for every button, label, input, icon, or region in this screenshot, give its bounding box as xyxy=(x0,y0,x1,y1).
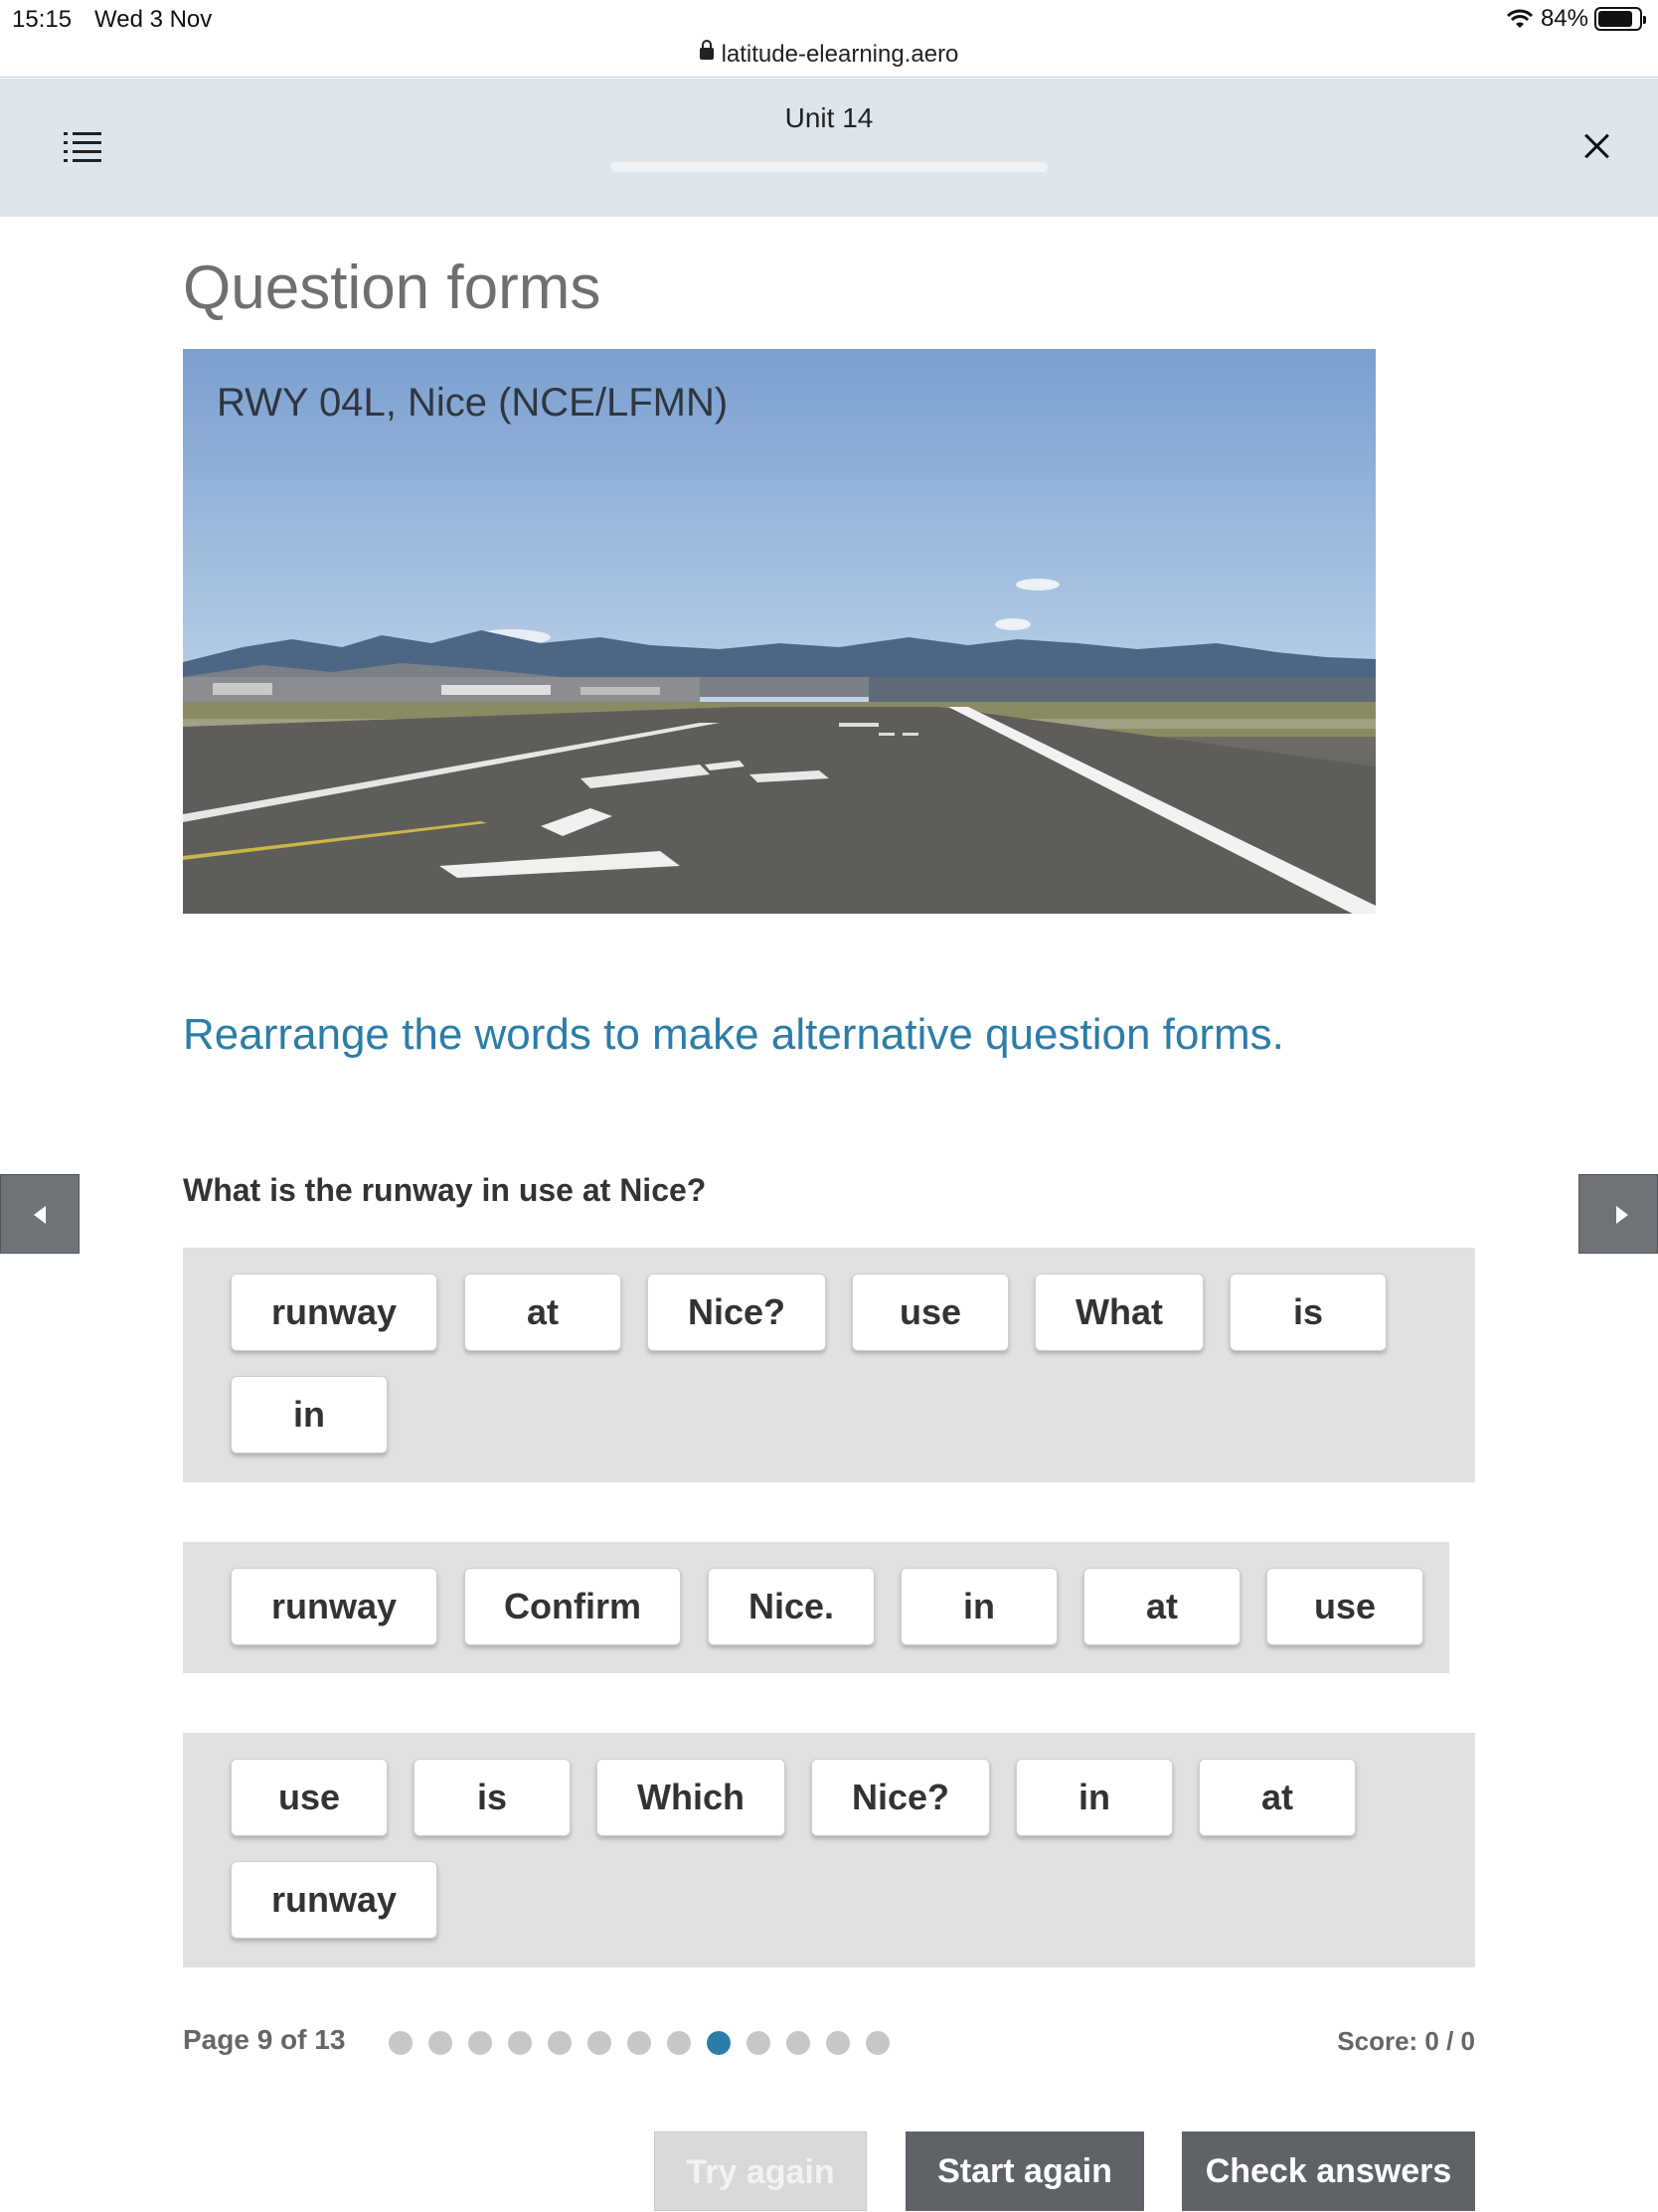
start-again-button[interactable]: Start again xyxy=(906,2131,1144,2211)
page-dot-7[interactable] xyxy=(627,2031,651,2055)
battery-icon xyxy=(1594,7,1642,31)
check-answers-button[interactable]: Check answers xyxy=(1182,2131,1475,2211)
page-dot-13[interactable] xyxy=(866,2031,890,2055)
page-indicator: Page 9 of 13 xyxy=(183,2024,346,2055)
next-page-button[interactable] xyxy=(1578,1174,1658,1254)
page-dot-10[interactable] xyxy=(746,2031,770,2055)
word-tray-3[interactable] xyxy=(183,1733,1475,1967)
score-label: Score: 0 / 0 xyxy=(1337,2026,1475,2056)
unit-progress-bar xyxy=(610,162,1048,172)
word-tile[interactable]: at xyxy=(1199,1759,1356,1836)
question-text: What is the runway in use at Nice? xyxy=(183,1172,707,1208)
page-dot-12[interactable] xyxy=(826,2031,850,2055)
word-tile[interactable]: Nice. xyxy=(708,1568,875,1645)
word-tile[interactable]: runway xyxy=(231,1568,437,1645)
word-tile[interactable]: What xyxy=(1035,1274,1204,1351)
try-again-button[interactable]: Try again xyxy=(654,2131,867,2211)
page-dot-5[interactable] xyxy=(548,2031,572,2055)
word-tile[interactable]: use xyxy=(231,1759,388,1836)
previous-page-button[interactable] xyxy=(0,1174,80,1254)
word-tile[interactable]: at xyxy=(464,1274,621,1351)
page-title: Question forms xyxy=(183,254,601,322)
instruction-text: Rearrange the words to make alternative question forms. xyxy=(183,1010,1284,1059)
image-caption: RWY 04L, Nice (NCE/LFMN) xyxy=(217,381,729,425)
word-tile[interactable]: at xyxy=(1083,1568,1241,1645)
word-tile[interactable]: Which xyxy=(596,1759,785,1836)
page-dot-8[interactable] xyxy=(667,2031,691,2055)
word-tile[interactable]: in xyxy=(901,1568,1058,1645)
page-dot-1[interactable] xyxy=(389,2031,413,2055)
page-dot-11[interactable] xyxy=(786,2031,810,2055)
word-tile[interactable]: Nice? xyxy=(811,1759,990,1836)
status-date: Wed 3 Nov xyxy=(94,6,213,33)
word-tile[interactable]: use xyxy=(1266,1568,1423,1645)
status-bar xyxy=(0,0,1658,40)
page-dot-6[interactable] xyxy=(587,2031,611,2055)
page-dot-4[interactable] xyxy=(508,2031,532,2055)
word-tile[interactable]: runway xyxy=(231,1274,437,1351)
close-icon[interactable] xyxy=(1576,126,1616,166)
menu-list-icon[interactable] xyxy=(64,132,103,164)
lock-icon xyxy=(700,48,714,60)
word-tray-2[interactable] xyxy=(183,1542,1449,1673)
page-dot-2[interactable] xyxy=(428,2031,452,2055)
arrow-right-icon xyxy=(1616,1206,1628,1224)
status-right xyxy=(1505,5,1642,33)
word-tile[interactable]: in xyxy=(1016,1759,1173,1836)
runway-illustration xyxy=(183,349,1376,914)
address-bar[interactable] xyxy=(0,40,1658,78)
word-tile[interactable]: in xyxy=(231,1376,388,1453)
page-dot-3[interactable] xyxy=(468,2031,492,2055)
word-tile[interactable]: Confirm xyxy=(464,1568,681,1645)
arrow-left-icon xyxy=(34,1206,46,1224)
word-tile[interactable]: Nice? xyxy=(647,1274,826,1351)
word-tile[interactable]: is xyxy=(1230,1274,1387,1351)
unit-title: Unit 14 xyxy=(784,102,874,133)
unit-header xyxy=(0,79,1658,217)
runway-photo xyxy=(183,349,1376,914)
word-tray-1[interactable] xyxy=(183,1248,1475,1482)
word-tile[interactable]: runway xyxy=(231,1861,437,1939)
wifi-icon xyxy=(1505,8,1535,30)
battery-percent: 84% xyxy=(1540,5,1588,32)
url-text: latitude-elearning.aero xyxy=(721,41,959,68)
word-tile[interactable]: is xyxy=(414,1759,571,1836)
page-dot-9[interactable] xyxy=(707,2031,731,2055)
word-tile[interactable]: use xyxy=(852,1274,1009,1351)
status-time: 15:15 xyxy=(12,6,73,33)
